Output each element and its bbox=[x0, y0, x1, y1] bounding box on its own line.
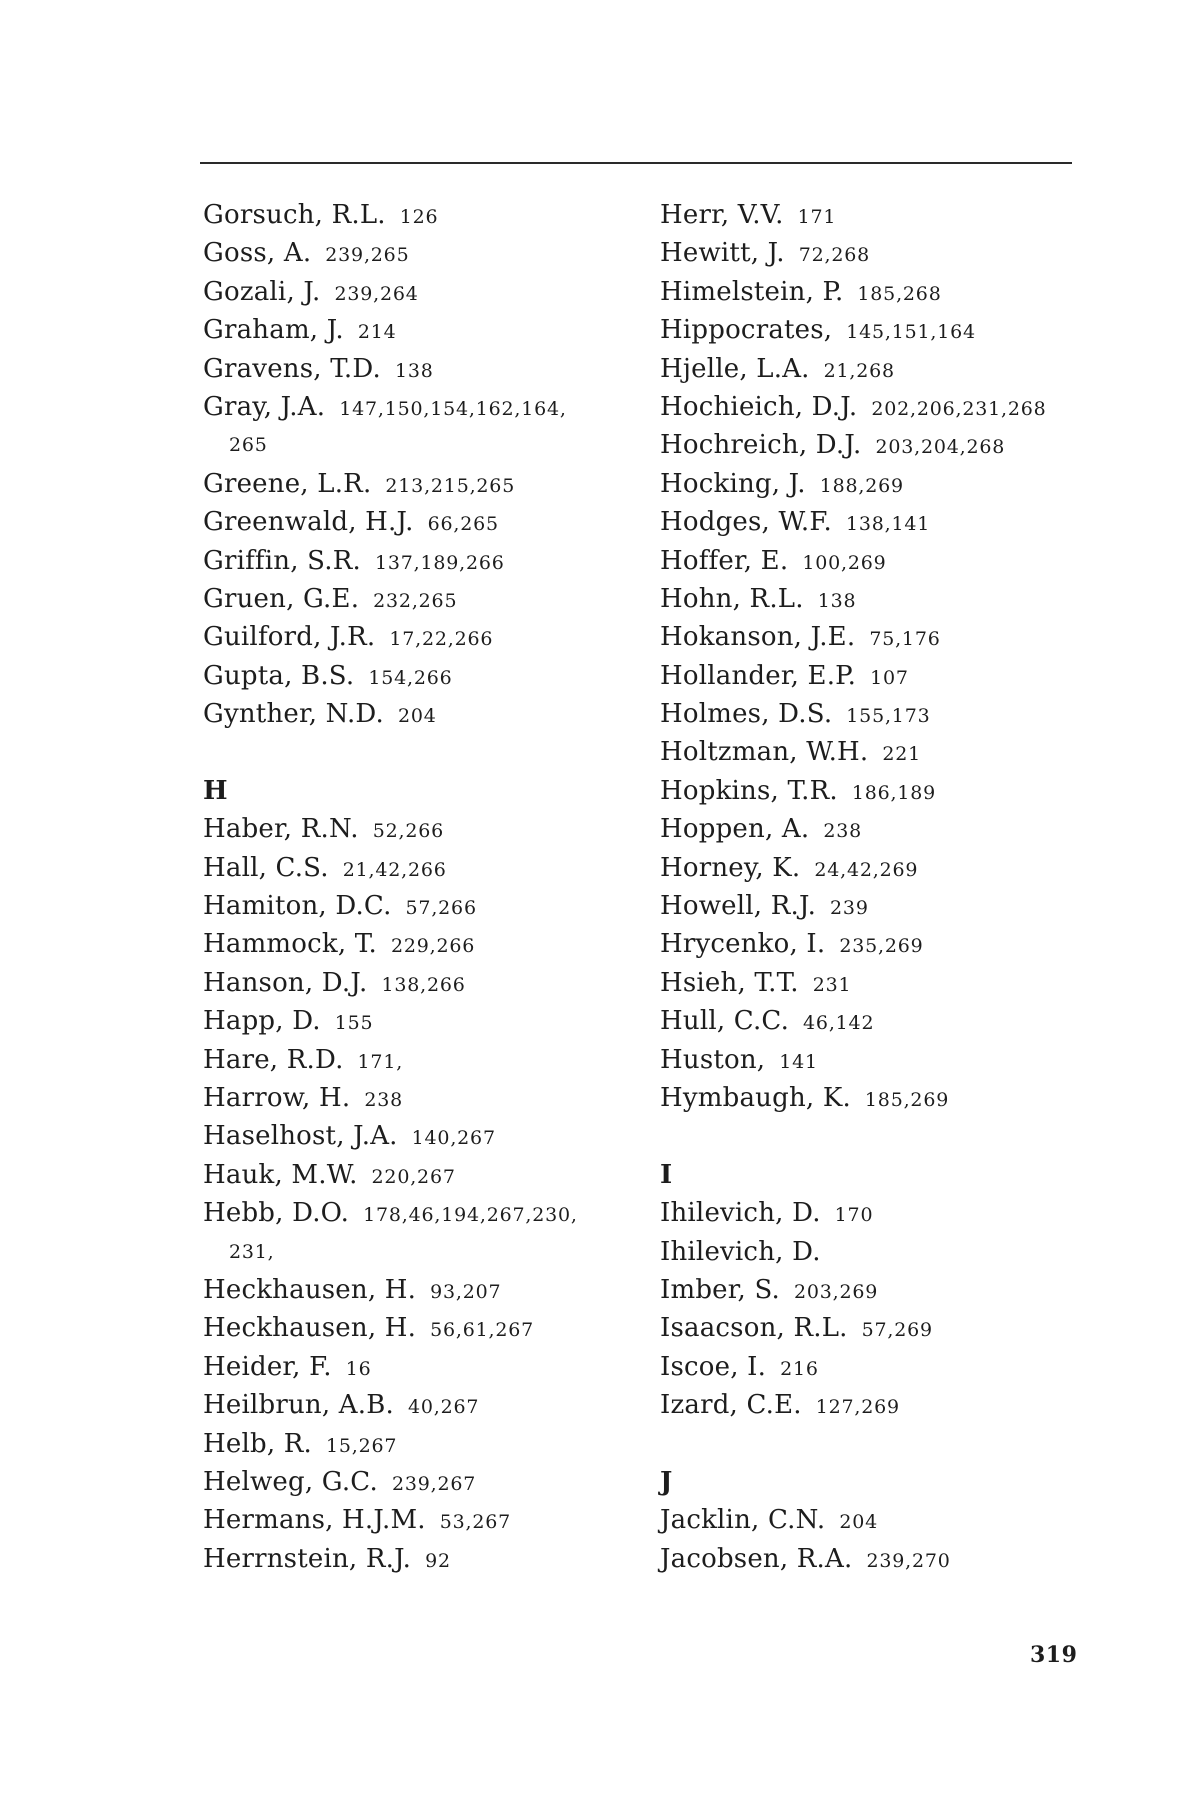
entry-page-numbers: 231 bbox=[812, 973, 852, 996]
entry-page-numbers: 138 bbox=[817, 589, 857, 612]
entry-author-name: Helb, R. bbox=[203, 1428, 312, 1459]
entry-page-numbers: 239,264 bbox=[334, 282, 419, 305]
entry-author-name: Jacklin, C.N. bbox=[660, 1505, 826, 1536]
entry-page-numbers: 53,267 bbox=[439, 1511, 512, 1534]
index-entry bbox=[660, 657, 1080, 695]
section-gap bbox=[660, 1117, 1080, 1155]
entry-author-name: Haber, R.N. bbox=[203, 814, 359, 845]
index-entry bbox=[203, 1386, 623, 1424]
section-gap bbox=[203, 733, 623, 771]
section-letter-i: I bbox=[660, 1159, 673, 1190]
entry-page-numbers: 238 bbox=[823, 820, 862, 843]
entry-page-numbers: 46,142 bbox=[803, 1012, 875, 1035]
entry-author-name: Heilbrun, A.B. bbox=[203, 1390, 394, 1421]
index-entry bbox=[203, 1540, 623, 1578]
entry-page-numbers: 21,268 bbox=[823, 359, 895, 382]
entry-page-numbers: 155,173 bbox=[846, 705, 931, 728]
index-entry bbox=[660, 1348, 1080, 1386]
entry-continuation: 265 bbox=[229, 434, 268, 457]
entry-author-name: Hrycenko, I. bbox=[660, 929, 826, 960]
entry-author-name: Goss, A. bbox=[203, 238, 312, 269]
entry-author-name: Hamiton, D.C. bbox=[203, 891, 392, 922]
entry-page-numbers: 238 bbox=[364, 1088, 403, 1111]
entry-page-numbers: 57,269 bbox=[861, 1319, 933, 1342]
entry-page-numbers: 127,269 bbox=[815, 1396, 900, 1419]
entry-page-numbers: 229,266 bbox=[390, 935, 476, 958]
entry-author-name: Isaacson, R.L. bbox=[660, 1313, 848, 1344]
index-entry bbox=[203, 350, 623, 388]
index-entry bbox=[203, 1425, 623, 1463]
entry-page-numbers: 93,207 bbox=[430, 1280, 502, 1303]
entry-page-numbers: 235,269 bbox=[839, 935, 924, 958]
index-entry bbox=[660, 542, 1080, 580]
entry-author-name: Hoffer, E. bbox=[660, 545, 789, 576]
index-entry bbox=[660, 849, 1080, 887]
entry-author-name: Hauk, M.W. bbox=[203, 1159, 358, 1190]
index-entry bbox=[203, 887, 623, 925]
index-entry bbox=[660, 887, 1080, 925]
index-entry bbox=[660, 1271, 1080, 1309]
entry-page-numbers: 239,265 bbox=[325, 244, 410, 267]
entry-author-name: Ihilevich, D. bbox=[660, 1236, 821, 1267]
entry-page-numbers: 57,266 bbox=[405, 897, 477, 920]
entry-author-name: Hoppen, A. bbox=[660, 814, 810, 845]
entry-author-name: Hippocrates, bbox=[660, 315, 833, 346]
index-entry bbox=[660, 1041, 1080, 1079]
index-entry bbox=[660, 273, 1080, 311]
entry-author-name: Hopkins, T.R. bbox=[660, 775, 838, 806]
entry-author-name: Holmes, D.S. bbox=[660, 699, 833, 730]
entry-continuation: 231, bbox=[229, 1240, 275, 1263]
index-entry bbox=[203, 465, 623, 503]
entry-author-name: Gruen, G.E. bbox=[203, 583, 360, 614]
index-entry bbox=[203, 503, 623, 541]
index-column-left bbox=[203, 196, 623, 1578]
entry-author-name: Holtzman, W.H. bbox=[660, 737, 869, 768]
entry-author-name: Gray, J.A. bbox=[203, 391, 326, 422]
entry-page-numbers: 171 bbox=[797, 206, 837, 228]
index-entry bbox=[203, 964, 623, 1002]
index-entry bbox=[203, 618, 623, 656]
index-entry bbox=[203, 1002, 623, 1040]
entry-author-name: Hodges, W.F. bbox=[660, 507, 832, 538]
index-entry bbox=[203, 196, 623, 234]
index-entry bbox=[203, 1501, 623, 1539]
entry-author-name: Huston, bbox=[660, 1044, 766, 1075]
index-entry bbox=[203, 810, 623, 848]
entry-author-name: Imber, S. bbox=[660, 1274, 781, 1305]
entry-author-name: Hocking, J. bbox=[660, 468, 806, 499]
entry-page-numbers: 216 bbox=[780, 1357, 819, 1380]
entry-author-name: Herrnstein, R.J. bbox=[203, 1543, 412, 1574]
entry-page-numbers: 141 bbox=[779, 1050, 818, 1073]
index-entry bbox=[203, 1271, 623, 1309]
entry-page-numbers: 72,268 bbox=[798, 244, 871, 267]
index-entry bbox=[203, 695, 623, 733]
index-entry bbox=[203, 388, 623, 426]
index-entry bbox=[660, 350, 1080, 388]
index-entry bbox=[203, 1117, 623, 1155]
entry-author-name: Griffin, S.R. bbox=[203, 545, 361, 576]
index-entry bbox=[203, 849, 623, 887]
entry-page-numbers: 202,206,231,268 bbox=[871, 397, 1047, 420]
index-entry bbox=[660, 426, 1080, 464]
index-entry bbox=[660, 1309, 1080, 1347]
entry-author-name: Hochreich, D.J. bbox=[660, 430, 862, 461]
entry-author-name: Hsieh, T.T. bbox=[660, 967, 799, 998]
entry-author-name: Hollander, E.P. bbox=[660, 660, 857, 691]
entry-author-name: Gupta, B.S. bbox=[203, 660, 355, 691]
index-entry bbox=[660, 196, 1080, 234]
index-entry bbox=[203, 234, 623, 272]
index-entry bbox=[203, 1079, 623, 1117]
entry-author-name: Heckhausen, H. bbox=[203, 1313, 417, 1344]
index-entry bbox=[660, 964, 1080, 1002]
entry-author-name: Helweg, G.C. bbox=[203, 1466, 378, 1497]
entry-page-numbers: 221 bbox=[882, 743, 922, 766]
index-entry bbox=[203, 1041, 623, 1079]
entry-author-name: Hanson, D.J. bbox=[203, 967, 368, 998]
entry-page-numbers: 188,269 bbox=[819, 474, 904, 497]
entry-page-numbers: 16 bbox=[345, 1357, 372, 1380]
entry-page-numbers: 203,204,268 bbox=[875, 436, 1006, 459]
entry-page-numbers: 239,267 bbox=[391, 1472, 477, 1495]
entry-page-numbers: 232,265 bbox=[373, 589, 458, 612]
entry-author-name: Hall, C.S. bbox=[203, 852, 329, 883]
entry-author-name: Haselhost, J.A. bbox=[203, 1121, 398, 1152]
entry-page-numbers: 75,176 bbox=[869, 628, 941, 651]
index-entry bbox=[660, 311, 1080, 349]
entry-page-numbers: 40,267 bbox=[408, 1396, 480, 1419]
section-letter-j: J bbox=[660, 1466, 673, 1497]
entry-page-numbers: 15,267 bbox=[326, 1434, 398, 1457]
entry-page-numbers: 171, bbox=[357, 1050, 404, 1073]
index-entry bbox=[203, 580, 623, 618]
index-entry bbox=[660, 234, 1080, 272]
entry-author-name: Hohn, R.L. bbox=[660, 583, 804, 614]
index-entry bbox=[660, 810, 1080, 848]
entry-page-numbers: 21,42,266 bbox=[342, 858, 447, 881]
entry-author-name: Ihilevich, D. bbox=[660, 1198, 821, 1229]
entry-author-name: Hjelle, L.A. bbox=[660, 353, 810, 384]
index-entry bbox=[660, 1194, 1080, 1232]
header-rule bbox=[200, 162, 1072, 164]
section-gap bbox=[660, 1425, 1080, 1463]
entry-author-name: Hochieich, D.J. bbox=[660, 391, 858, 422]
index-entry bbox=[203, 1463, 623, 1501]
entry-page-numbers: 185,268 bbox=[857, 282, 942, 305]
index-entry bbox=[203, 657, 623, 695]
entry-page-numbers: 92 bbox=[425, 1549, 451, 1572]
entry-author-name: Hermans, H.J.M. bbox=[203, 1505, 426, 1536]
entry-author-name: Horney, K. bbox=[660, 852, 801, 883]
index-entry bbox=[203, 542, 623, 580]
entry-page-numbers: 185,269 bbox=[864, 1088, 950, 1111]
index-entry bbox=[660, 925, 1080, 963]
index-entry bbox=[660, 695, 1080, 733]
entry-author-name: Hewitt, J. bbox=[660, 238, 785, 269]
entry-page-numbers: 204 bbox=[398, 705, 437, 728]
entry-author-name: Jacobsen, R.A. bbox=[660, 1543, 853, 1574]
entry-author-name: Howell, R.J. bbox=[660, 891, 817, 922]
entry-page-numbers: 145,151,164 bbox=[846, 321, 976, 344]
index-entry bbox=[660, 733, 1080, 771]
entry-page-numbers: 100,269 bbox=[802, 551, 887, 574]
entry-page-numbers: 186,189 bbox=[851, 781, 937, 804]
entry-author-name: Hymbaugh, K. bbox=[660, 1082, 851, 1113]
index-entry bbox=[660, 1386, 1080, 1424]
entry-author-name: Happ, D. bbox=[203, 1006, 321, 1037]
index-entry bbox=[660, 503, 1080, 541]
index-entry bbox=[203, 1309, 623, 1347]
entry-page-numbers: 24,42,269 bbox=[814, 858, 919, 881]
index-entry bbox=[203, 925, 623, 963]
entry-page-numbers: 203,269 bbox=[794, 1280, 879, 1303]
entry-page-numbers: 154,266 bbox=[368, 666, 453, 689]
entry-page-numbers: 239 bbox=[830, 897, 869, 920]
entry-page-numbers: 17,22,266 bbox=[389, 628, 494, 651]
page-number: 319 bbox=[1030, 1642, 1078, 1668]
entry-page-numbers: 137,189,266 bbox=[374, 551, 505, 574]
entry-page-numbers: 178,46,194,267,230, bbox=[363, 1204, 578, 1227]
entry-author-name: Gynther, N.D. bbox=[203, 699, 385, 730]
entry-page-numbers: 213,215,265 bbox=[385, 474, 516, 497]
entry-page-numbers: 138,266 bbox=[381, 973, 466, 996]
entry-author-name: Herr, V.V. bbox=[660, 200, 784, 230]
entry-page-numbers: 204 bbox=[839, 1511, 879, 1534]
entry-author-name: Graham, J. bbox=[203, 315, 344, 346]
index-entry bbox=[660, 1501, 1080, 1539]
entry-author-name: Hull, C.C. bbox=[660, 1006, 790, 1037]
entry-author-name: Greene, L.R. bbox=[203, 468, 372, 499]
index-entry bbox=[660, 1233, 1080, 1271]
entry-author-name: Hebb, D.O. bbox=[203, 1198, 350, 1229]
entry-author-name: Hokanson, J.E. bbox=[660, 622, 856, 653]
entry-page-numbers: 138,141 bbox=[845, 513, 931, 536]
entry-page-numbers: 126 bbox=[399, 206, 439, 228]
entry-page-numbers: 155 bbox=[334, 1012, 374, 1035]
entry-page-numbers: 138 bbox=[394, 359, 434, 382]
entry-page-numbers: 214 bbox=[357, 321, 397, 344]
index-entry bbox=[660, 1002, 1080, 1040]
index-entry bbox=[203, 1156, 623, 1194]
entry-author-name: Greenwald, H.J. bbox=[203, 507, 414, 538]
entry-page-numbers: 56,61,267 bbox=[430, 1319, 535, 1342]
index-entry bbox=[203, 1348, 623, 1386]
entry-page-numbers: 170 bbox=[834, 1204, 874, 1227]
index-entry bbox=[660, 465, 1080, 503]
entry-author-name: Iscoe, I. bbox=[660, 1351, 767, 1382]
entry-page-numbers: 140,267 bbox=[411, 1127, 496, 1150]
index-entry bbox=[203, 1194, 623, 1232]
entry-author-name: Gravens, T.D. bbox=[203, 353, 381, 384]
entry-page-numbers: 220,267 bbox=[371, 1165, 456, 1188]
index-entry bbox=[203, 311, 623, 349]
entry-author-name: Himelstein, P. bbox=[660, 276, 844, 307]
entry-page-numbers: 52,266 bbox=[372, 820, 444, 843]
entry-author-name: Harrow, H. bbox=[203, 1082, 351, 1113]
entry-page-numbers: 66,265 bbox=[427, 513, 499, 536]
entry-author-name: Izard, C.E. bbox=[660, 1390, 802, 1421]
entry-author-name: Gozali, J. bbox=[203, 276, 321, 307]
index-entry bbox=[203, 273, 623, 311]
entry-page-numbers: 147,150,154,162,164, bbox=[339, 397, 567, 420]
index-entry bbox=[660, 580, 1080, 618]
entry-page-numbers: 107 bbox=[870, 666, 909, 689]
section-letter-h: H bbox=[203, 775, 228, 806]
index-entry bbox=[660, 1079, 1080, 1117]
entry-author-name: Heckhausen, H. bbox=[203, 1274, 417, 1305]
index-entry bbox=[660, 1540, 1080, 1578]
entry-author-name: Hammock, T. bbox=[203, 929, 377, 960]
entry-author-name: Gorsuch, R.L. bbox=[203, 200, 386, 230]
index-entry bbox=[660, 388, 1080, 426]
entry-author-name: Hare, R.D. bbox=[203, 1044, 344, 1075]
index-column-right bbox=[660, 196, 1080, 1578]
index-entry bbox=[660, 618, 1080, 656]
entry-author-name: Guilford, J.R. bbox=[203, 622, 376, 653]
index-entry bbox=[660, 772, 1080, 810]
entry-page-numbers: 239,270 bbox=[866, 1549, 951, 1572]
entry-author-name: Heider, F. bbox=[203, 1351, 332, 1382]
